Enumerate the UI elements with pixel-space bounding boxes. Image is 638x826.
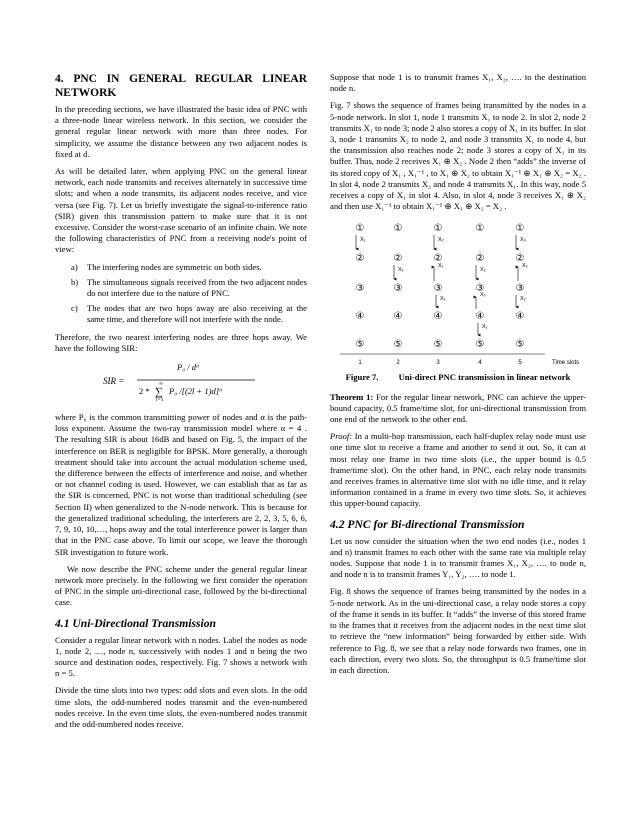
- paragraph: Divide the time slots into two types: odd slots and even slots. In the odd time slots, the odd-numbered nodes transmit and the even-numbered nodes receive. In the even time slots, the even-numbered nodes transmit and the odd-numbered nodes receive.: [55, 685, 307, 729]
- list-item: [55, 303, 307, 325]
- transmission-label: X₁: [438, 263, 444, 270]
- paragraph: Fig. 8 shows the sequence of frames being transmitted by the nodes in a 5-node network. As in the uni-directional case, a relay node stores a copy of the frame it sends in its buffer. It “adds” the inverse of this stored frame to the frames that it receives from the adjacent nodes in the next time slot to retrieve the “new information” being forwarded by either side. With reference to Fig. 8, we see that a relay node forwards two frames, one in each direction, every two slots. So, the throughput is 0.5 frame/time slot in each direction.: [330, 586, 586, 675]
- figure-caption-text: Uni-direct PNC transmission in linear network: [398, 372, 571, 383]
- node-label: ②: [433, 253, 443, 265]
- paragraph: Let us now consider the situation when the two end nodes (i.e., nodes 1 and n) transmit frames to each other with the same rate via multiple relay nodes. Suppose that node 1 is to transmit frames X₁, X₂, …. to node n, and node n is to transmit frames Y₁, Y₂, …. to node 1.: [330, 535, 586, 580]
- right-column: [330, 72, 586, 682]
- transmission-label: X₁: [440, 296, 446, 303]
- transmission-label: X₂: [520, 296, 526, 303]
- formula-den-prefix: 2 *: [139, 386, 150, 397]
- transmission-label: X₁: [482, 324, 488, 331]
- transmission-label: X₁: [360, 237, 366, 244]
- theorem-text: For the regular linear network, PNC can achieve the upper-bound capacity, 0.5 frame/time slot, for uni-directional transmission from one end of the network to the other end.: [330, 391, 587, 425]
- list-text: The interfering nodes are symmetric on both sides.: [87, 261, 262, 272]
- node-label: ④: [393, 311, 403, 323]
- transmission-label: X₂: [438, 237, 444, 244]
- node-label: ④: [355, 311, 365, 323]
- node-label: ①: [515, 223, 525, 235]
- time-tick-label: 3: [436, 360, 440, 367]
- subsection-title: 4.2 PNC for Bi-directional Transmission: [330, 517, 525, 531]
- subsection-title: 4.1 Uni-Directional Transmission: [55, 616, 216, 630]
- list-item: [55, 262, 307, 273]
- sum-lower: l=1: [156, 397, 164, 403]
- paragraph: Suppose that node 1 is to transmit frames X₁, X₂, …. to the destination node n.: [330, 72, 586, 94]
- transmission-label: X₁: [480, 292, 486, 299]
- node-label: ④: [433, 311, 443, 323]
- node-label: ⑤: [393, 339, 403, 351]
- node-label: ④: [475, 311, 485, 323]
- sir-formula: [55, 360, 307, 402]
- node-label: ③: [475, 283, 485, 295]
- sir-formula-svg: [55, 360, 307, 402]
- paragraph: Consider a regular linear network with n nodes. Label the nodes as node 1, node 2, …, node n, successively with nodes 1 and n being the two source and destination nodes, respectively. Fig. 7 shows a network with n = 5.: [55, 634, 307, 679]
- list-text: The simultaneous signals received from the two adjacent nodes do not interfere due to the nature of PNC.: [87, 276, 307, 299]
- sum-upper: ∞: [159, 381, 163, 388]
- list-label: a): [71, 261, 78, 272]
- node-label: ④: [515, 311, 525, 323]
- figure-7: [330, 218, 586, 368]
- node-label: ①: [355, 223, 365, 235]
- node-label: ②: [355, 253, 365, 265]
- time-tick-label: 5: [518, 360, 522, 367]
- paragraph: We now describe the PNC scheme under the general regular linear network more precisely. In the following we first consider the operation of PNC in the simple uni-directional case, followed by the bi-directional case.: [55, 563, 307, 608]
- node-label: ③: [515, 283, 525, 295]
- left-column: [55, 72, 307, 736]
- transmission-label: X₁: [398, 267, 404, 274]
- node-label: ⑤: [475, 339, 485, 351]
- node-label: ③: [393, 283, 403, 295]
- node-label: ②: [475, 253, 485, 265]
- formula-numerator: P₀ / dᵅ: [177, 362, 200, 373]
- figure-caption: [330, 372, 586, 383]
- node-label: ①: [433, 223, 443, 235]
- transmission-label: X₃: [520, 237, 526, 244]
- node-label: ①: [475, 223, 485, 235]
- theorem-label: Theorem 1:: [330, 391, 374, 402]
- theorem: [330, 392, 586, 426]
- time-tick-label: 4: [478, 360, 482, 367]
- time-tick-label: 1: [358, 360, 362, 367]
- paragraph: Fig. 7 shows the sequence of frames being transmitted by the nodes in a 5-node network. In slot 1, node 1 transmits X₁ to node 2. In slot 2, node 2 transmits X₁ to node 3; node 2 also stores a copy of X₁ in its buffer. In slot 3, node 1 transmits X₂ to node 2, and node 3 transmits X₁ to node 4, but the transmission also reaches node 2; node 3 stores a copy of X₁ in its buffer. Thus, node 2 receives X₁ ⊕ X₂ . Node 2 then “adds” the inverse of its stored copy of X₁ , X₁⁻¹ , to X₁ ⊕ X₂ to obtain X₁⁻¹ ⊕ X₁ ⊕ X₂ = X₂ . In slot 4, node 2 transmits X₂ and node 4 transmits X₁. In this way, node 5 receives a copy of X₁ in slot 4. Also, in slot 4, node 3 receives X₁ ⊕ X₂ and then use X₁⁻¹ to obtain X₁⁻¹ ⊕ X₁ ⊕ X₂ = X₂ .: [330, 100, 586, 212]
- list-label: b): [71, 276, 79, 287]
- list-item: [55, 277, 307, 299]
- formula-den-body: P₀ /[(2l + 1)d]ᵅ: [169, 386, 223, 397]
- transmission-label: X₂: [480, 267, 486, 274]
- time-tick-label: 2: [396, 360, 400, 367]
- node-label: ②: [393, 253, 403, 265]
- characteristics-list: [55, 262, 307, 326]
- proof: [330, 431, 586, 509]
- list-text: The nodes that are two hops away are also receiving at the same time, and therefore will not interfere with the node.: [87, 303, 307, 325]
- proof-text: In a multi-hop transmission, each half-duplex relay node must use one time slot to receive a frame and another to send it out. So, it can at most relay one frame in two time slots (i.e., the upper bound is 0.5 frame/time slot). On the other hand, in PNC, each relay node transmits and receives frames in alternative time slot with no idle time, and it relay information contained in a frame in every two time slots. So, it achieves this upper-bound capacity.: [330, 431, 586, 509]
- list-label: c): [71, 303, 78, 314]
- sum-sign: ∑: [155, 386, 163, 399]
- figure-caption-number: Figure 7.: [345, 372, 379, 383]
- node-label: ③: [355, 283, 365, 295]
- figure-7-diagram: [330, 218, 586, 368]
- formula-lhs: SIR =: [103, 376, 125, 387]
- transmission-label: X₂: [522, 263, 528, 270]
- node-label: ②: [515, 253, 525, 265]
- node-label: ⑤: [515, 339, 525, 351]
- paragraph: In the preceding sections, we have illustrated the basic idea of PNC with a three-node linear wireless network. In this section, we consider the general regular linear network with more than three nodes. For simplicity, we assume the distance between any two adjacent nodes is fixed at d.: [55, 104, 307, 159]
- section-title: 4. PNC IN GENERAL REGULAR LINEAR NETWORK: [55, 73, 307, 99]
- paragraph: As will be detailed later, when applying PNC on the general linear network, each node transmits and receives alternately in successive time slots; and when a node transmits, its adjacent nodes receive, and vice versa (see Fig. 7). Let us briefly investigate the signal-to-inference ratio (SIR) given this transmission pattern to make sure that it is not excessive. Consider the worst-case scenario of an infinite chain. We note the following characteristics of PNC from a receiving node's point of view:: [55, 166, 307, 255]
- paragraph: Therefore, the two nearest interfering nodes are three hops away. We have the following SIR:: [55, 331, 307, 353]
- node-label: ⑤: [355, 339, 365, 351]
- node-label: ③: [433, 283, 443, 295]
- paragraph: where P₀ is the common transmitting power of nodes and α is the path-loss exponent. Assume the two-ray transmission model where α = 4 . The resulting SIR is about 16dB and based on Fig. 5, the impact of the interference on BER is negligible for BPSK. More generally, a thorough treatment should take into account the actual modulation scheme used, the difference between the effects of interference and noise, and whether or not channel coding is used. However, we can establish that as far as the SIR is concerned, PNC is not worse than traditional scheduling (see Section II) when generalized to the N-node network. This is because for the generalized traditional scheduling, the interferers are 2, 2, 3, 5, 6, 6, 7, 9, 10, 10,…, hops away and the total interference power is larger than that in the PNC case above. To limit our scope, we leave the thorough SIR investigation to future work.: [55, 412, 307, 557]
- time-axis-label: Time slots: [552, 360, 580, 367]
- node-label: ①: [393, 223, 403, 235]
- node-label: ⑤: [433, 339, 443, 351]
- proof-label: Proof:: [330, 431, 353, 442]
